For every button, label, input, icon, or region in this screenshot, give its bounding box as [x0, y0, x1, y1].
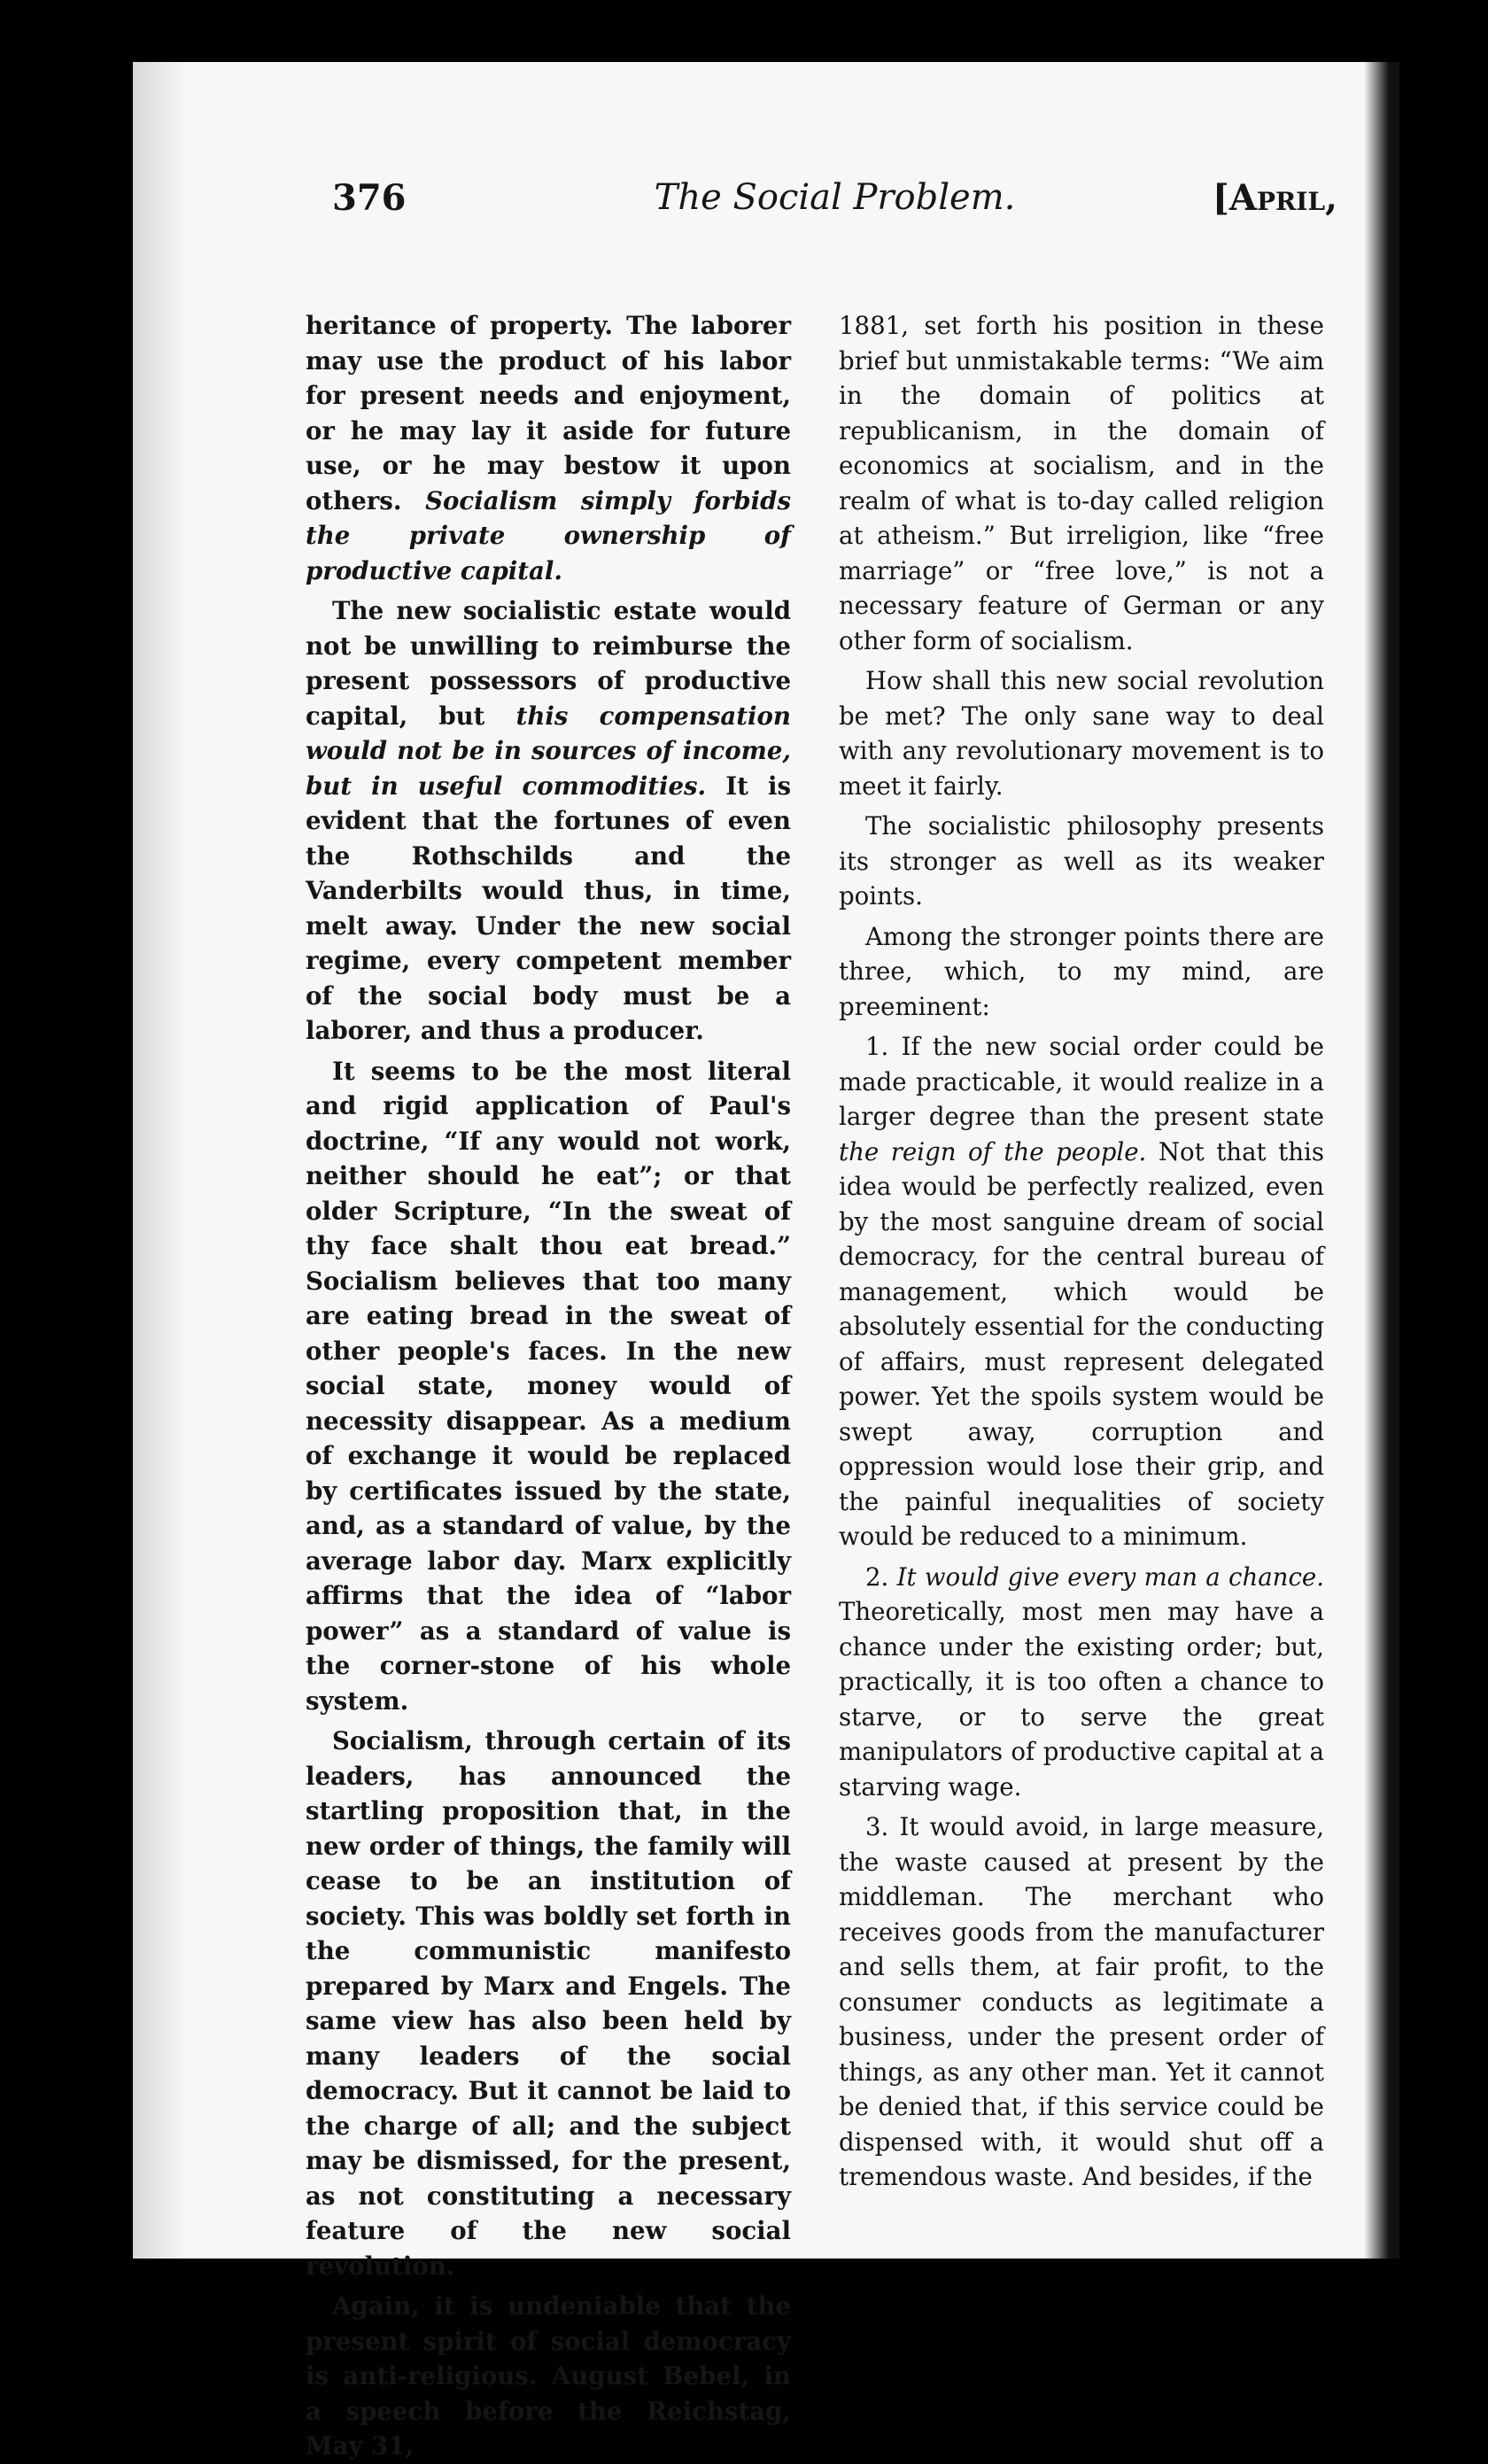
paragraph	[839, 663, 1324, 803]
emphasized-text: this compensation would not be in sources of income, but in useful commodities.	[306, 701, 791, 801]
page-edge-shadow	[1364, 62, 1399, 2259]
emphasized-text: Socialism simply forbids the private ownership of productive capital.	[306, 485, 791, 585]
paragraph	[306, 2289, 791, 2464]
paragraph	[306, 1054, 791, 1719]
paragraph-text: The socialistic philosophy presents its stronger as well as its weaker points.	[839, 811, 1324, 910]
paragraph-text: heritance of property. The laborer may use the product of his labor for present needs and enjoyment, or he may lay it aside for future use, or he may bestow it upon others.	[306, 311, 791, 515]
paragraph	[306, 1724, 791, 2283]
paragraph-text: 1. If the new social order could be made practicable, it would realize in a larger degree than the present state	[839, 1032, 1324, 1131]
paragraph	[306, 593, 791, 1049]
running-header	[332, 177, 1337, 239]
paragraph-text: How shall this new social revolution be met? The only sane way to deal with any revolutionary movement is to meet it fairly.	[839, 666, 1324, 801]
right-text-column	[839, 308, 1324, 2195]
paragraph	[839, 1029, 1324, 1554]
emphasized-text: It would give every man a chance.	[896, 1561, 1324, 1592]
running-month: [April,	[1213, 177, 1337, 219]
paragraph	[839, 809, 1324, 914]
paragraph	[839, 919, 1324, 1025]
paragraph-text: Theoretically, most men may have a chance under the existing order; but, practically, it is too often a chance to starve, or to serve the great manipulators of productive capital at a starving wage.	[839, 1597, 1324, 1802]
paragraph	[839, 1560, 1324, 1805]
paragraph-text: It is evident that the fortunes of even the Rothschilds and the Vanderbilts would thus, in time, melt away. Under the new social regime, every competent member of the social body must be a laborer, and thus a producer.	[306, 771, 791, 1045]
left-text-column	[306, 308, 791, 2464]
paragraph-text: 3. It would avoid, in large measure, the waste caused at present by the middleman. The merchant who receives goods from the manufacturer and sells them, at fair profit, to the consumer conducts as legitimate a business, under the present order of things, as any other man. Yet it cannot be denied that, if this service could be dispensed with, it would shut off a tremendous waste. And besides, if the	[839, 1812, 1324, 2191]
paragraph-text: 2.	[865, 1561, 897, 1592]
page-binding-shadow	[133, 62, 186, 2259]
paragraph-text: The new socialistic estate would not be unwilling to reimburse the present possessors of productive capital, but	[306, 596, 791, 731]
paragraph-text: Socialism, through certain of its leaders, has announced the startling proposition that, in the new order of things, the family will cease to be an institution of society. This was boldly set forth in the communistic manifesto prepared by Marx and Engels. The same view has also been held by many leaders of the social democracy. But it cannot be laid to the charge of all; and the subject may be dismissed, for the present, as not constituting a necessary feature of the new social revolution.	[306, 1726, 791, 2281]
running-title: The Social Problem.	[654, 177, 1016, 218]
book-page	[133, 62, 1399, 2460]
paragraph-text: It seems to be the most literal and rigid application of Paul's doctrine, “If any would not work, neither should he eat”; or that older Scripture, “In the sweat of thy face shalt thou eat bread.” Socialism believes that too many are eating bread in the sweat of other people's faces. In the new social state, money would of necessity disappear. As a medium of exchange it would be replaced by certificates issued by the state, and, as a standard of value, by the average labor day. Marx explicitly affirms that the idea of “labor power” as a standard of value is the corner-stone of his whole system.	[306, 1056, 791, 1716]
page-number: 376	[332, 177, 407, 219]
emphasized-text: the reign of the people.	[839, 1136, 1147, 1166]
continued-paragraph	[839, 308, 1324, 658]
paragraph-text: 1881, set forth his position in these brief but unmistakable terms: “We aim in the domain of politics at republicanism, in the domain of economics at socialism, and in the realm of what is to-day called religion at atheism.” But irreligion, like “free marriage” or “free love,” is not a necessary feature of German or any other form of socialism.	[839, 311, 1324, 655]
paragraph-text: Not that this idea would be perfectly realized, even by the most sanguine dream of social democracy, for the central bureau of management, which would be absolutely essential for the conducting of affairs, must represent delegated power. Yet the spoils system would be swept away, corruption and oppression would lose their grip, and the painful inequalities of society would be reduced to a minimum.	[839, 1136, 1324, 1551]
continued-paragraph	[306, 308, 791, 588]
paragraph-text: Among the stronger points there are three, which, to my mind, are preeminent:	[839, 921, 1324, 1021]
paragraph	[839, 1809, 1324, 2195]
paragraph-text: Again, it is undeniable that the present spirit of social democracy is anti-religious. August Bebel, in a speech before the Reichstag, May 31,	[306, 2291, 791, 2460]
